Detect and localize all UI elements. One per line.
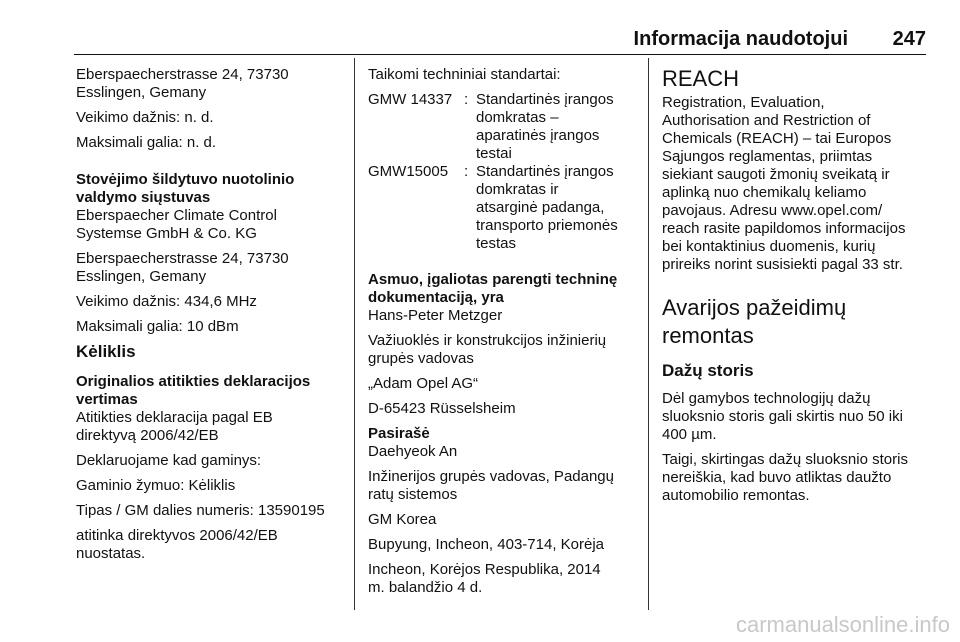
standard-row bbox=[368, 91, 640, 163]
page-title: Informacija naudotojui bbox=[633, 28, 848, 50]
standard-code: GMW 14337 bbox=[368, 91, 453, 108]
signer-name: Daehyeok An bbox=[368, 443, 458, 460]
column-right bbox=[662, 66, 932, 512]
remote-transmitter-heading: Stovėjimo šildytuvo nuotolinio valdymo siųstuvas bbox=[76, 171, 295, 206]
declaration-text: Atitikties deklaracija pagal EB direktyvą 2006/42/EB bbox=[76, 409, 273, 444]
paint-thickness-heading: Dažų storis bbox=[662, 361, 754, 380]
place-date: Incheon, Korėjos Respublika, 2014 m. balandžio 4 d. bbox=[368, 561, 601, 596]
frequency-text: Veikimo dažnis: 434,6 MHz bbox=[76, 293, 257, 310]
signer-address: Bupyung, Incheon, 403-714, Korėja bbox=[368, 536, 605, 553]
product-text: Gaminio žymuo: Kėliklis bbox=[76, 477, 236, 494]
declaration-heading: Originalios atitikties deklaracijos vertimas bbox=[76, 373, 311, 408]
authorized-person-heading: Asmuo, įgaliotas parengti techninę dokumentaciją, yra bbox=[368, 271, 618, 306]
signer-role: Inžinerijos grupės vadovas, Padangų ratų sistemos bbox=[368, 468, 614, 503]
reach-paragraph: Registration, Evaluation, Authorisation and Restriction of Chemicals (REACH) – tai Europos Sąjungos reglamentas, priimtas siekiant saugoti žmonių sveikatą ir aplinką nuo chemikalų keliamo pavojaus. Adresu www.opel.com/ reach rasite papildomos informacijos bei kontaktinius duomenis, kurių prireiks norint susisiekti pagal 33 str. bbox=[662, 94, 906, 273]
reach-heading: REACH bbox=[662, 66, 740, 91]
column-divider bbox=[648, 58, 649, 610]
power-text: Maksimali galia: 10 dBm bbox=[76, 318, 239, 335]
jack-heading: Kėliklis bbox=[76, 342, 136, 361]
column-middle bbox=[368, 66, 640, 604]
header-rule bbox=[74, 54, 926, 55]
standards-intro: Taikomi techniniai standartai: bbox=[368, 66, 561, 83]
page-header bbox=[74, 26, 926, 54]
frequency-text: Veikimo dažnis: n. d. bbox=[76, 109, 214, 126]
watermark: carmanualsonline.info bbox=[735, 612, 950, 637]
conformity-text: atitinka direktyvos 2006/42/EB nuostatas. bbox=[76, 527, 278, 562]
page-number: 247 bbox=[892, 28, 926, 50]
standard-description: Standartinės įrangos domkratas ir atsarginė padanga, transporto priemonės testas bbox=[476, 163, 618, 252]
repair-heading: Avarijos pažeidimų remontas bbox=[662, 295, 847, 348]
standard-description: Standartinės įrangos domkratas – aparatinės įrangos testai bbox=[476, 91, 614, 162]
declaration-statement: Deklaruojame kad gaminys: bbox=[76, 452, 262, 469]
city-text: D-65423 Rüsselsheim bbox=[368, 400, 516, 417]
column-divider bbox=[354, 58, 355, 610]
person-name: Hans-Peter Metzger bbox=[368, 307, 503, 324]
column-left bbox=[76, 66, 348, 570]
address: Eberspaecherstrasse 24, 73730 Esslingen, Gemany bbox=[76, 66, 289, 101]
standard-separator: : bbox=[464, 163, 469, 180]
power-text: Maksimali galia: n. d. bbox=[76, 134, 217, 151]
company-text: Eberspaecher Climate Control Systemse GmbH & Co. KG bbox=[76, 207, 277, 242]
signature-heading: Pasirašė bbox=[368, 425, 430, 442]
signer-company: GM Korea bbox=[368, 511, 437, 528]
address: Eberspaecherstrasse 24, 73730 Esslingen, Gemany bbox=[76, 250, 289, 285]
type-text: Tipas / GM dalies numeris: 13590195 bbox=[76, 502, 325, 519]
person-role: Važiuoklės ir konstrukcijos inžinierių grupės vadovas bbox=[368, 332, 607, 367]
paint-paragraph: Taigi, skirtingas dažų sluoksnio storis nereiškia, kad buvo atliktas daužto automobilio remontas. bbox=[662, 451, 908, 504]
standard-row bbox=[368, 163, 640, 253]
standard-separator: : bbox=[464, 91, 469, 108]
standard-code: GMW15005 bbox=[368, 163, 449, 180]
company-name: „Adam Opel AG“ bbox=[368, 375, 479, 392]
paint-paragraph: Dėl gamybos technologijų dažų sluoksnio storis gali skirtis nuo 50 iki 400 µm. bbox=[662, 390, 903, 443]
